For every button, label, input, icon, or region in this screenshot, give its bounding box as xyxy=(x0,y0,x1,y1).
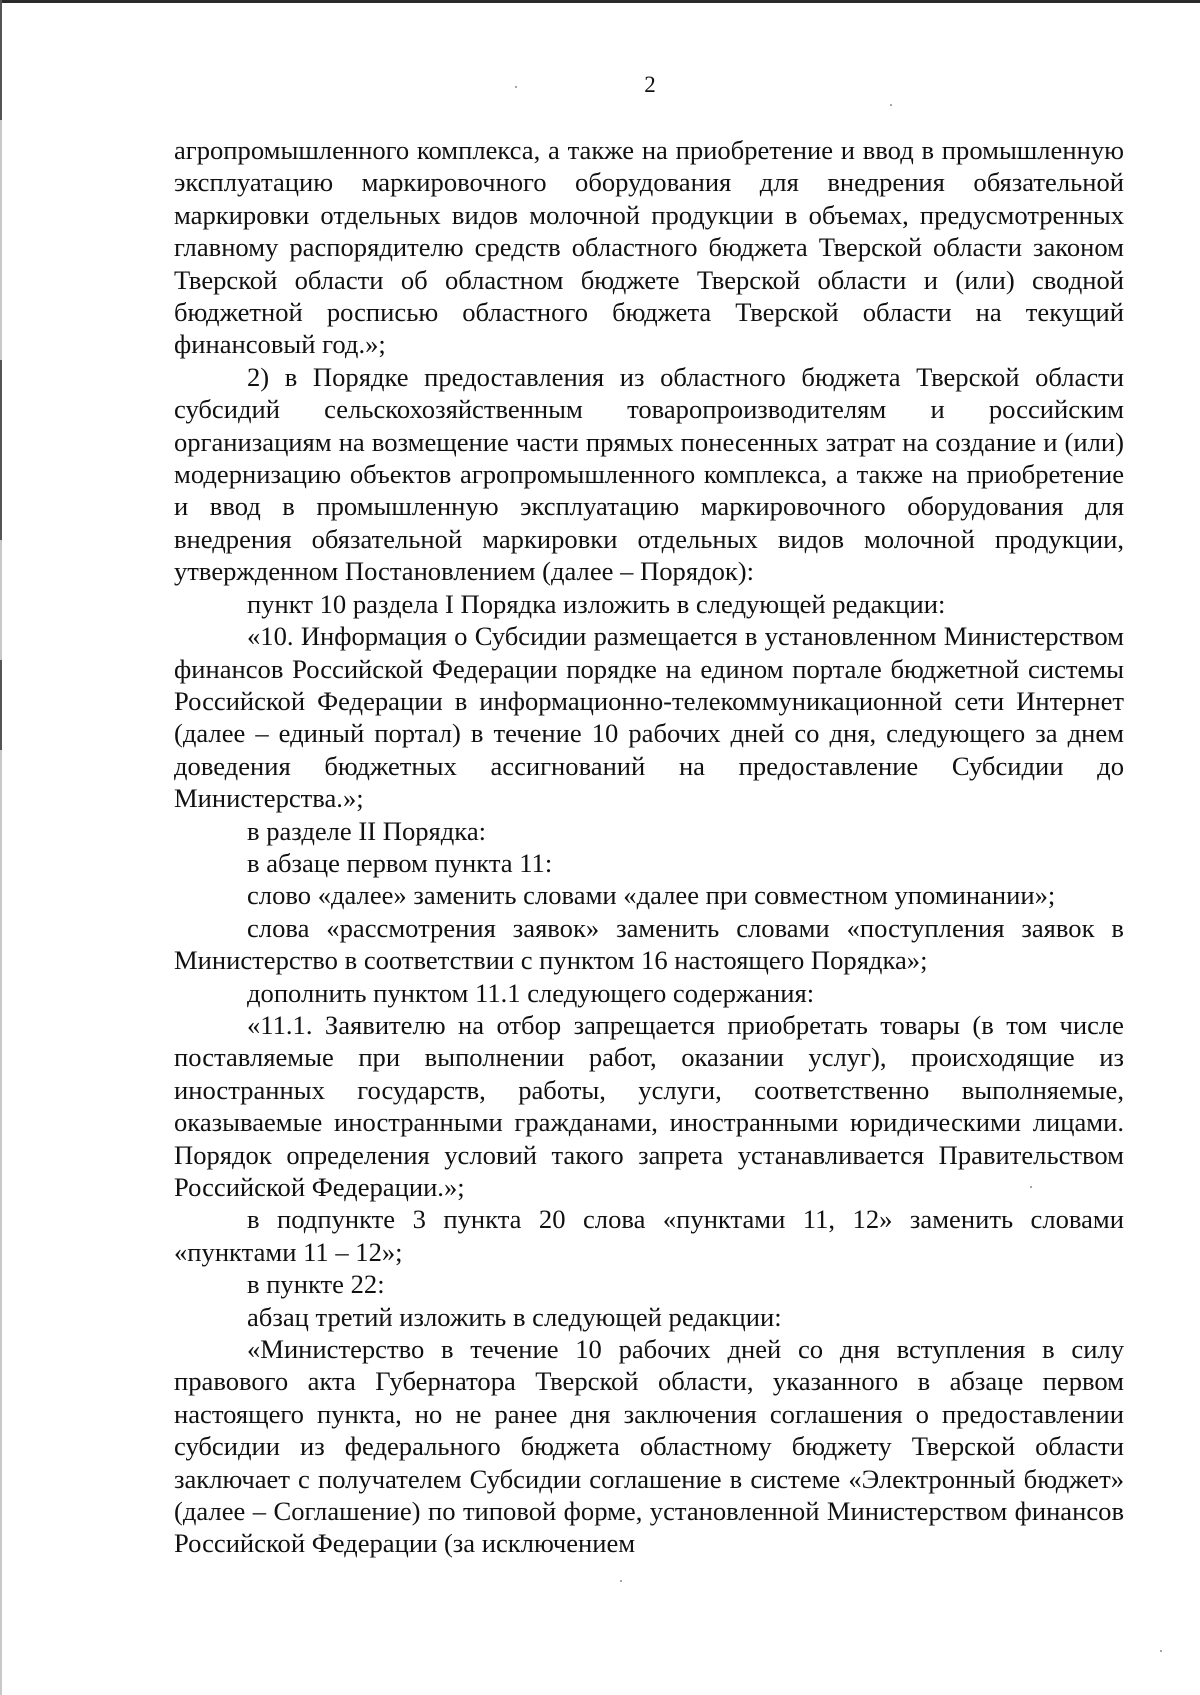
paragraph: в пункте 22: xyxy=(247,1269,385,1300)
scan-speck xyxy=(620,1580,622,1582)
scan-left-edge-mark xyxy=(0,660,2,750)
paragraph: в подпункте 3 пункта 20 слова «пунктами 11, 12» заменить словами «пунктами 11 – 12»; xyxy=(174,1204,1124,1267)
paragraph: слова «рассмотрения заявок» заменить словами «поступления заявок в Министерство в соответствии с пунктом 16 настоящего Порядка»; xyxy=(174,912,1124,976)
paragraph: слово «далее» заменить словами «далее при совместном упоминании»; xyxy=(247,880,1056,911)
scan-speck xyxy=(515,86,517,88)
paragraph: пункт 10 раздела I Порядка изложить в следующей редакции: xyxy=(247,588,946,619)
paragraph: 2) в Порядке предоставления из областного бюджета Тверской области субсидий сельскохозяйственным товаропроизводителям и российским организациям на возмещение части прямых понесенных затрат на создание и (или) модернизацию объектов агропромышленного комплекса, а также на приобретение и ввод в промышленную эксплуатацию маркировочного оборудования для внедрения обязательной маркировки отдельных видов молочной продукции, утвержденном Постановлением (далее – Порядок): xyxy=(174,361,1124,587)
paragraph: в разделе II Порядка: xyxy=(247,815,487,846)
paragraph: «11.1. Заявителю на отбор запрещается приобретать товары (в том числе поставляемые при выполнении работ, оказании услуг), происходящие из иностранных государств, работы, услуги, соответственно выполняемые, оказываемые иностранными гражданами, иностранными юридическими лицами. Порядок определения условий такого запрета устанавливается Правительством Российской Федерации.»; xyxy=(174,1009,1124,1202)
paragraph: агропромышленного комплекса, а также на приобретение и ввод в промышленную эксплуатацию маркировочного оборудования для внедрения обязательной маркировки отдельных видов молочной продукции в объемах, предусмотренных главному распорядителю средств областного бюджета Тверской области законом Тверской области об областном бюджете Тверской области и (или) сводной бюджетной росписью областного бюджета Тверской области на текущий финансовый год.»; xyxy=(174,135,1124,360)
scan-left-edge xyxy=(0,0,2,1695)
page-number: 2 xyxy=(644,72,656,97)
paragraph: дополнить пунктом 11.1 следующего содержания: xyxy=(247,977,815,1008)
scan-top-edge xyxy=(0,0,1200,3)
scan-left-edge-mark xyxy=(0,0,2,120)
paragraph: «10. Информация о Субсидии размещается в установленном Министерством финансов Российской Федерации порядке на едином портале бюджетной системы Российской Федерации в информационно-телекоммуникационной сети Интернет (далее – единый портал) в течение 10 рабочих дней со дня, следующего за днем доведения бюджетных ассигнований на предоставление Субсидии до Министерства.»; xyxy=(174,621,1124,814)
scan-speck xyxy=(1030,1186,1032,1188)
document-body xyxy=(174,134,1124,1560)
scan-speck xyxy=(1160,1650,1162,1652)
scan-speck xyxy=(890,104,892,106)
paragraph: «Министерство в течение 10 рабочих дней со дня вступления в силу правового акта Губернатора Тверской области, указанного в абзаце первом настоящего пункта, но не ранее дня заключения соглашения о предоставлении субсидии из федерального бюджета областному бюджету Тверской области заключает с получателем Субсидии соглашение в системе «Электронный бюджет» (далее – Соглашение) по типовой форме, установленной Министерством финансов Российской Федерации (за исключением xyxy=(174,1334,1124,1559)
paragraph: абзац третий изложить в следующей редакции: xyxy=(247,1301,782,1332)
paragraph: в абзаце первом пункта 11: xyxy=(247,847,553,878)
scan-left-edge-mark xyxy=(0,360,2,540)
